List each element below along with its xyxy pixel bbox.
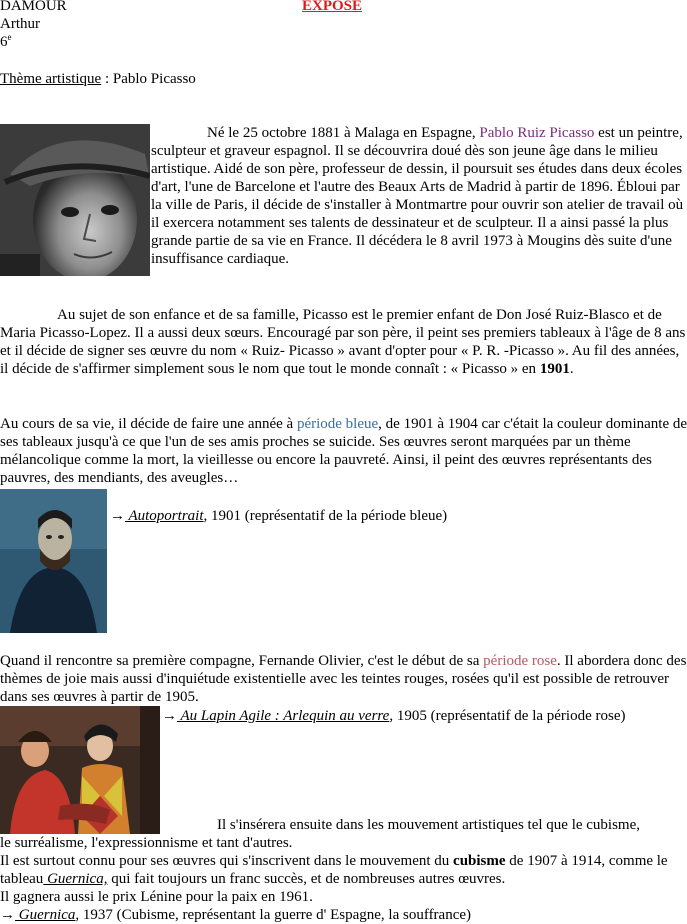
theme-label: Thème artistique	[0, 71, 102, 87]
cubism-paragraph: Il est surtout connu pour ses œuvres qui s'inscrivent dans le mouvement du cubisme de 1907 à 1914, comme le tableau Guernica, qui fait toujours un franc succès, et de nombreuses autres œuvres.	[0, 853, 668, 887]
student-grade: 6e	[0, 32, 12, 50]
theme-line: Thème artistique : Pablo Picasso	[0, 71, 196, 87]
caption-guernica: → Guernica, 1937 (Cubisme, représentant la guerre d' Espagne, la souffrance)	[0, 907, 472, 923]
guernica-title: Guernica	[15, 907, 76, 923]
bio-paragraph: Né le 25 octobre 1881 à Malaga en Espagne, Pablo Ruiz Picasso est un peintre, sculpteur et graveur espagnol. Il se découvrira doué dès son jeune âge dans le milieu artistique. Aidé de son père, professeur de dessin, il poursuit ses études dans deux écoles d'art, l'une de Barcelone et l'autre des Beaux Arts de Madrid à partir de 1896. Ébloui par la ville de Paris, il décide de s'installer à Montmartre pour ouvrir son atelier de travail où il exercera notamment ses talents de dessinateur et de sculpteur. Il a ainsi passé la plus grande partie de sa vie en France. Il décédera le 8 avril 1973 à Mougins dès suite d'une insuffisance cardiaque.	[151, 125, 684, 267]
autoportrait-image	[0, 489, 107, 633]
student-surname: DAMOUR	[0, 0, 67, 14]
rose-period-paragraph: Quand il rencontre sa première compagne, Fernande Olivier, c'est le début de sa période rose. Il abordera donc des thèmes de joie mais aussi d'inquiétude existentielle avec les teintes rouges, rosées qu'il est possible de retrouver dans ses œuvres à partir de 1905.	[0, 653, 687, 705]
blue-period-paragraph: Au cours de sa vie, il décide de faire une année à période bleue, de 1901 à 1904 car c'était la couleur dominante de ses tableaux jusqu'à ce que l'un de ses amis proches se suicide. Ses œuvres seront marquées par un thème mélancolique comme la mort, la vieillesse ou encore la pauvreté. Ainsi, il peint des œuvres représentants des pauvres, des mendiants, des aveugles…	[0, 416, 687, 486]
student-firstname: Arthur	[0, 16, 40, 32]
picasso-photo	[0, 124, 150, 276]
arlequin-title: Au Lapin Agile : Arlequin au verre	[177, 708, 390, 724]
autoportrait-title: Autoportrait	[125, 508, 204, 524]
document-title: EXPOSE	[302, 0, 363, 14]
artist-name: Pablo Ruiz Picasso	[479, 125, 595, 141]
caption-arlequin: → Au Lapin Agile : Arlequin au verre, 1905 (représentatif de la période rose)	[162, 708, 626, 724]
family-paragraph: Au sujet de son enfance et de sa famille, Picasso est le premier enfant de Don José Ruiz-Blasco et de Maria Picasso-Lopez. Il a aussi deux sœurs. Encouragé par son père, il peint ses premiers tableaux à l'âge de 8 ans et il décide de signer ses œuvre du nom « Ruiz- Picasso » avant d'opter pour « P. R. -Picasso ». Au fil des années, il décide de s'affirmer simplement sous le nom que tout le monde connaît : « Picasso » en 1901.	[0, 307, 686, 377]
rose-period-term: période rose	[483, 653, 557, 669]
theme-value: Pablo Picasso	[112, 71, 196, 87]
arlequin-image	[0, 706, 160, 834]
guernica-inline-title: Guernica,	[43, 871, 108, 887]
movements-line2: le surréalisme, l'expressionnisme et tant d'autres.	[0, 835, 293, 851]
caption-autoportrait: → Autoportrait, 1901 (représentatif de la période bleue)	[110, 508, 448, 524]
blue-period-term: période bleue	[296, 416, 379, 432]
lenin-prize-line: Il gagnera aussi le prix Lénine pour la paix en 1961.	[0, 889, 313, 905]
cubism-term: cubisme	[453, 853, 506, 869]
movements-line1: Il s'insérera ensuite dans les mouvement artistiques tel que le cubisme,	[217, 817, 641, 833]
